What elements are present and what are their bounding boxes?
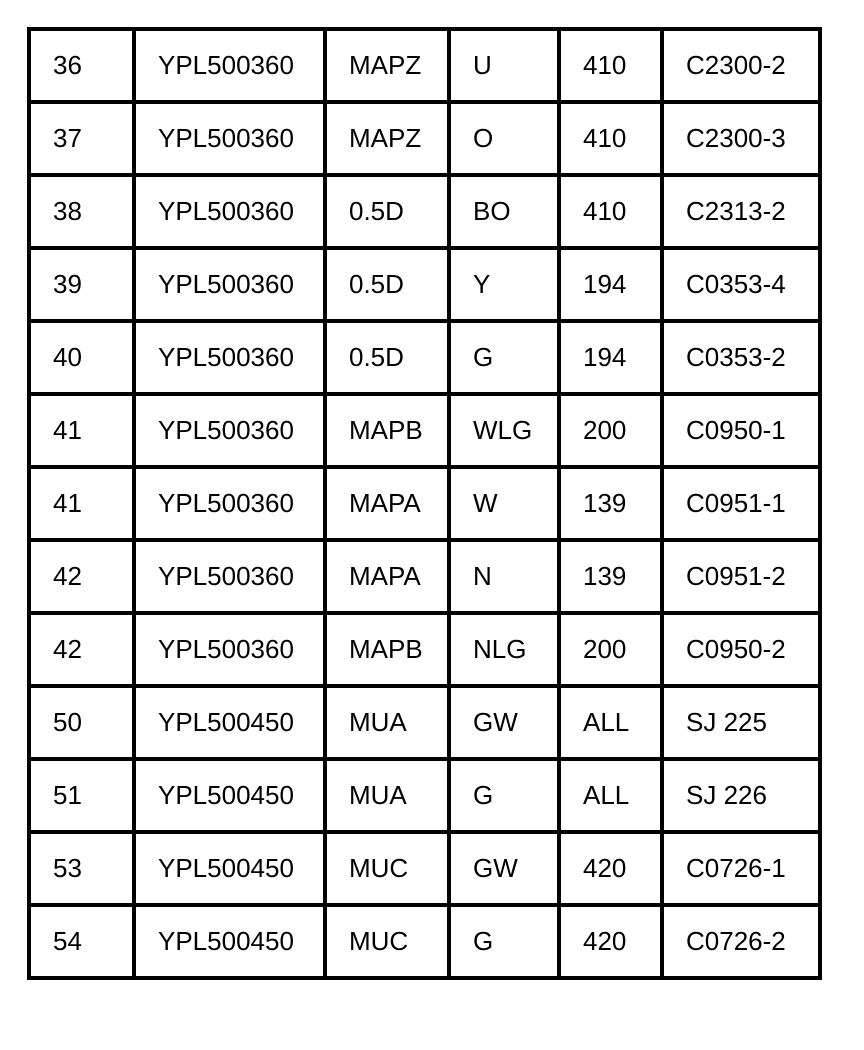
table-cell: C0726-2	[662, 905, 820, 978]
table-cell: 40	[29, 321, 134, 394]
table-cell: MAPB	[325, 394, 449, 467]
table-row	[29, 540, 820, 613]
table-cell: YPL500360	[134, 321, 325, 394]
table-cell: YPL500360	[134, 248, 325, 321]
table-cell: 0.5D	[325, 321, 449, 394]
table-row	[29, 321, 820, 394]
table-cell: W	[449, 467, 559, 540]
table-cell: 37	[29, 102, 134, 175]
table-cell: YPL500360	[134, 175, 325, 248]
table-cell: C0950-1	[662, 394, 820, 467]
table-cell: MUC	[325, 905, 449, 978]
parts-table-container	[27, 27, 818, 980]
table-cell: MUA	[325, 759, 449, 832]
table-cell: 41	[29, 467, 134, 540]
table-cell: YPL500450	[134, 832, 325, 905]
table-cell: ALL	[559, 759, 662, 832]
table-row	[29, 102, 820, 175]
table-row	[29, 175, 820, 248]
table-cell: C2300-3	[662, 102, 820, 175]
table-cell: C0353-4	[662, 248, 820, 321]
table-cell: G	[449, 905, 559, 978]
table-cell: G	[449, 321, 559, 394]
table-cell: 139	[559, 467, 662, 540]
table-cell: 194	[559, 248, 662, 321]
table-cell: 54	[29, 905, 134, 978]
table-body	[29, 29, 820, 978]
table-row	[29, 759, 820, 832]
table-cell: YPL500360	[134, 29, 325, 102]
table-cell: NLG	[449, 613, 559, 686]
table-cell: 194	[559, 321, 662, 394]
table-cell: 0.5D	[325, 248, 449, 321]
table-cell: 410	[559, 175, 662, 248]
table-cell: SJ 226	[662, 759, 820, 832]
table-row	[29, 248, 820, 321]
table-row	[29, 686, 820, 759]
table-cell: U	[449, 29, 559, 102]
table-cell: ALL	[559, 686, 662, 759]
table-cell: C0353-2	[662, 321, 820, 394]
table-cell: MAPB	[325, 613, 449, 686]
table-cell: YPL500360	[134, 102, 325, 175]
table-cell: C2313-2	[662, 175, 820, 248]
table-cell: Y	[449, 248, 559, 321]
table-cell: MAPA	[325, 467, 449, 540]
table-cell: BO	[449, 175, 559, 248]
table-cell: 39	[29, 248, 134, 321]
table-cell: 51	[29, 759, 134, 832]
table-cell: C0951-1	[662, 467, 820, 540]
table-cell: C0726-1	[662, 832, 820, 905]
table-cell: C0950-2	[662, 613, 820, 686]
table-row	[29, 905, 820, 978]
table-row	[29, 832, 820, 905]
table-cell: SJ 225	[662, 686, 820, 759]
table-cell: YPL500450	[134, 686, 325, 759]
table-cell: MAPA	[325, 540, 449, 613]
table-cell: N	[449, 540, 559, 613]
table-cell: MUA	[325, 686, 449, 759]
parts-table	[27, 27, 822, 980]
table-cell: YPL500360	[134, 540, 325, 613]
table-cell: 420	[559, 832, 662, 905]
table-cell: C2300-2	[662, 29, 820, 102]
table-cell: 200	[559, 613, 662, 686]
table-cell: C0951-2	[662, 540, 820, 613]
table-cell: 420	[559, 905, 662, 978]
table-cell: YPL500360	[134, 394, 325, 467]
table-cell: 0.5D	[325, 175, 449, 248]
table-cell: YPL500450	[134, 905, 325, 978]
table-cell: YPL500360	[134, 467, 325, 540]
table-cell: 42	[29, 540, 134, 613]
table-cell: 50	[29, 686, 134, 759]
table-cell: MUC	[325, 832, 449, 905]
table-row	[29, 613, 820, 686]
table-cell: MAPZ	[325, 102, 449, 175]
table-cell: 200	[559, 394, 662, 467]
table-cell: WLG	[449, 394, 559, 467]
table-cell: MAPZ	[325, 29, 449, 102]
table-cell: YPL500450	[134, 759, 325, 832]
table-cell: 36	[29, 29, 134, 102]
table-cell: O	[449, 102, 559, 175]
table-row	[29, 467, 820, 540]
table-row	[29, 394, 820, 467]
table-cell: GW	[449, 686, 559, 759]
table-cell: 410	[559, 102, 662, 175]
table-cell: 139	[559, 540, 662, 613]
table-cell: 38	[29, 175, 134, 248]
table-cell: YPL500360	[134, 613, 325, 686]
table-cell: 53	[29, 832, 134, 905]
table-cell: G	[449, 759, 559, 832]
table-row	[29, 29, 820, 102]
table-cell: 41	[29, 394, 134, 467]
table-cell: 410	[559, 29, 662, 102]
table-cell: GW	[449, 832, 559, 905]
table-cell: 42	[29, 613, 134, 686]
